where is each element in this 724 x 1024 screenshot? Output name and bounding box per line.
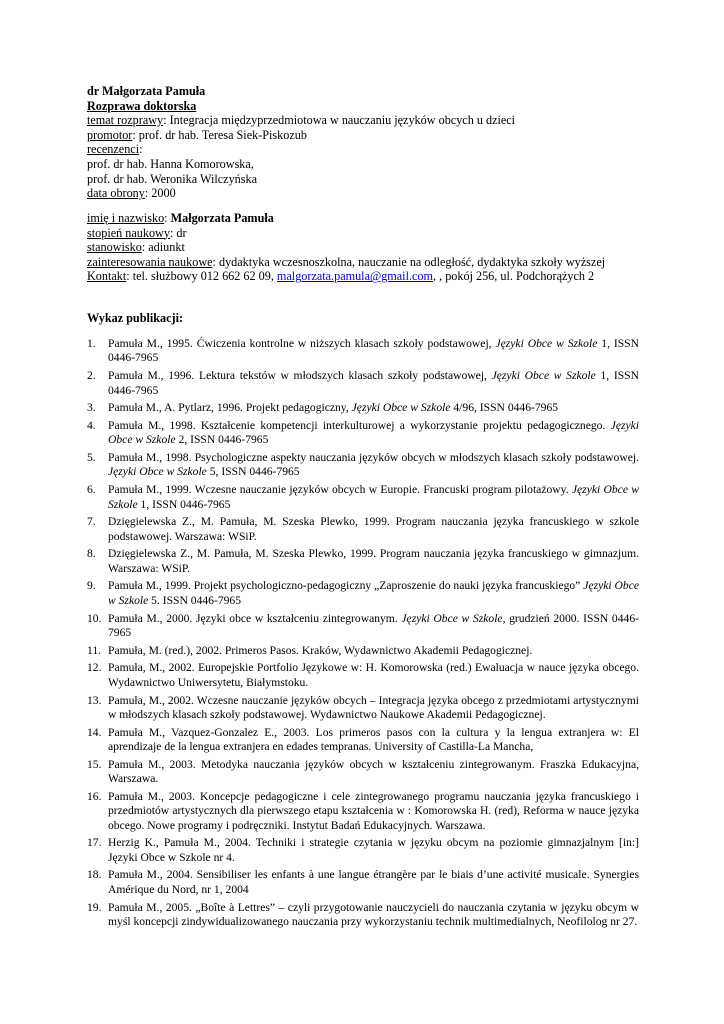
publication-item <box>87 758 639 787</box>
publication-journal: Języki Obce w Szkole <box>495 337 598 350</box>
publication-number: 14. <box>87 725 102 739</box>
promotor <box>87 128 515 143</box>
publication-journal: Języki Obce w Szkole <box>108 418 639 447</box>
publication-item <box>87 515 639 544</box>
publication-text: Pamuła M., A. Pytlarz, 1996. Projekt pedagogiczny, <box>108 401 352 415</box>
position-label: stanowisko <box>87 240 142 255</box>
publication-item <box>87 612 639 641</box>
publication-item <box>87 836 639 865</box>
publication-number: 15. <box>87 757 102 771</box>
publication-suffix: 2, ISSN 0446-7965 <box>175 433 269 447</box>
publication-text: Pamuła M., 1995. Ćwiczenia kontrolne w niższych klasach szkoły podstawowej, <box>108 337 496 350</box>
profile-name <box>87 211 647 226</box>
publication-number: 8. <box>87 547 96 561</box>
publication-item <box>87 451 639 480</box>
publication-item <box>87 419 639 448</box>
promotor-value: : prof. dr hab. Teresa Siek-Piskozub <box>132 127 307 142</box>
publication-journal: Języki Obce w Szkole <box>108 483 639 511</box>
name-value: Małgorzata Pamuła <box>170 211 274 225</box>
publication-journal: Języki Obce w Szkole <box>491 369 596 383</box>
publication-text: Dzięgielewska Z., M. Pamuła, M. Szeska Plewko, 1999. Program nauczania języka francuskiego w gimnazjum. Warszawa: WSiP. <box>108 547 639 575</box>
publication-number: 2. <box>87 369 96 383</box>
publication-journal: Języki Obce w Szkole <box>401 611 503 625</box>
interests-label: zainteresowania naukowe <box>87 254 213 269</box>
profile-interests <box>87 255 647 270</box>
publication-number: 19. <box>87 900 102 914</box>
reviewers-heading <box>87 142 515 157</box>
author-name: dr Małgorzata Pamuła <box>87 84 206 98</box>
publication-item <box>87 369 639 398</box>
thesis-header <box>87 84 515 201</box>
publication-number: 17. <box>87 836 102 850</box>
degree-label: stopień naukowy <box>87 225 170 240</box>
publication-text: Pamuła M., 1999. Wczesne nauczanie języków obcych w Europie. Francuski program pilotażowy. <box>108 483 572 497</box>
publication-number: 18. <box>87 868 102 882</box>
publication-number: 10. <box>87 611 102 625</box>
name-label: imię i nazwisko <box>87 211 165 225</box>
publication-number: 4. <box>87 418 96 432</box>
profile-position <box>87 240 647 255</box>
promotor-label: promotor <box>87 127 133 142</box>
publication-number: 13. <box>87 693 102 707</box>
publication-journal: Języki Obce w Szkole <box>108 579 639 607</box>
topic-value: : Integracja międzyprzedmiotowa w nauczaniu języków obcych u dzieci <box>163 113 516 128</box>
thesis-label: Rozprawa doktorska <box>87 98 197 113</box>
publication-text: Pamuła, M. (red.), 2002. Primeros Pasos. Kraków, Wydawnictwo Akademii Pedagogicznej. <box>108 643 533 657</box>
publication-number: 1. <box>87 337 96 350</box>
publication-number: 6. <box>87 483 96 497</box>
publication-number: 7. <box>87 515 96 529</box>
degree-value: : dr <box>169 225 187 240</box>
publication-text: Pamuła M., 2003. Metodyka nauczania języków obcych w kształceniu zintegrowanym. Fraszka Edukacyjna, Warszawa. <box>108 757 639 786</box>
publication-item <box>87 579 639 608</box>
publication-number: 5. <box>87 451 96 465</box>
publication-number: 3. <box>87 401 96 415</box>
publication-item <box>87 790 639 833</box>
contact-label: Kontakt <box>87 269 127 284</box>
publication-number: 11. <box>87 643 102 657</box>
publication-suffix: 5, ISSN 0446-7965 <box>206 465 300 479</box>
defense-label: data obrony <box>87 186 145 201</box>
publication-text: Pamuła M., 2005. „Boîte à Lettres” – czyli przygotowanie nauczycieli do nauczania czytania w języku obcym w myśl koncepcji zindywidualizowanego nauczania przy wykorzystaniu technik multimedialnych, Neofilolog nr 27. <box>108 900 639 928</box>
publication-text: Pamuła M., 2003. Koncepcje pedagogiczne i cele zintegrowanego programu nauczania języka francuskiego i przedmiotów artystycznych dla pierwszego etapu kształcenia w : Komorowska H. (red), Reforma w nauce języka obcego. Nowe programy i podręczniki. Instytut Badań Edukacyjnych. Warszawa. <box>108 789 639 832</box>
profile-degree <box>87 226 647 241</box>
publication-suffix: 1, ISSN 0446-7965 <box>137 497 231 511</box>
publications-heading: Wykaz publikacji: <box>87 311 184 325</box>
profile-contact <box>87 269 647 284</box>
publication-item <box>87 644 639 658</box>
publication-suffix: 1, ISSN 0446-7965 <box>108 337 640 365</box>
publication-suffix: 1, ISSN 0446-7965 <box>108 369 640 397</box>
publication-item <box>87 901 639 930</box>
publication-suffix: 4/96, ISSN 0446-7965 <box>450 401 559 415</box>
publication-item <box>87 661 639 690</box>
publication-item <box>87 726 639 755</box>
publication-item <box>87 401 639 415</box>
reviewer-1: prof. dr hab. Hanna Komorowska, <box>87 156 254 171</box>
publication-journal: Języki Obce w Szkole <box>351 401 451 415</box>
publication-text: Pamuła M., Vazquez-Gonzalez E., 2003. Los primeros pasos con la cultura y la lengua extranjera w: El aprendizaje de la lengua extranjera en edades tempranas. University of Castilla-La Mancha, <box>108 725 639 754</box>
reviewers-label: recenzenci <box>87 142 140 157</box>
email-link[interactable]: malgorzata.pamula@gmail.com <box>276 269 433 284</box>
publication-text: Pamuła M., 1999. Projekt psychologiczno-pedagogiczny „Zaproszenie do nauki języka francuskiego” <box>108 579 584 593</box>
publication-number: 12. <box>87 661 102 675</box>
publication-text: Pamuła M., 1998. Psychologiczne aspekty nauczania języków obcych w młodszych klasach szkoły podstawowej. <box>108 451 639 465</box>
publication-text: Pamuła M., 1998. Kształcenie kompetencji interkulturowej a wykorzystanie projektu pedagogicznego. <box>108 418 611 432</box>
publications-list <box>87 337 639 933</box>
defense-date <box>87 186 515 201</box>
publication-text: Pamuła, M., 2002. Wczesne nauczanie języków obcych – Integracja języka obcego z przedmiotami artystycznymi w młodszych klasach szkoły podstawowej. Wydawnictwo Naukowe Akademii Pedagogicznej. <box>108 693 639 721</box>
publication-text: Herzig K., Pamuła M., 2004. Techniki i strategie czytania w języku obcym na poziomie gimnazjalnym [in:] Języki Obce w Szkole nr 4. <box>108 836 639 864</box>
contact-suffix: , , pokój 256, ul. Podchorążych 2 <box>433 269 595 284</box>
interests-value: : dydaktyka wczesnoszkolna, nauczanie na odległość, dydaktyka szkoły wyższej <box>212 254 606 269</box>
publication-item <box>87 483 639 512</box>
publication-item <box>87 694 639 723</box>
name-sep: : <box>164 211 171 225</box>
publication-item <box>87 868 639 897</box>
publication-text: Pamuła, M., 2002. Europejskie Portfolio Językowe w: H. Komorowska (red.) Ewaluacja w nauce języka obcego. Wydawnictwo Uniwersytetu, Białymstoku. <box>108 661 639 689</box>
topic-label: temat rozprawy <box>87 113 164 128</box>
publication-text: Dzięgielewska Z., M. Pamuła, M. Szeska Plewko, 1999. Program nauczania języka francuskiego w szkole podstawowej. Warszawa: WSiP. <box>108 515 639 543</box>
thesis-topic <box>87 113 515 128</box>
publication-item <box>87 547 639 576</box>
reviewer-2: prof. dr hab. Weronika Wilczyńska <box>87 171 258 186</box>
publication-text: Pamuła M., 1996. Lektura tekstów w młodszych klasach szkoły podstawowej, <box>108 369 492 383</box>
publication-suffix: 5. ISSN 0446-7965 <box>148 593 242 607</box>
contact-prefix: : tel. służbowy 012 662 62 09, <box>126 269 277 284</box>
publication-text: Pamuła M., 2000. Języki obce w kształceniu zintegrowanym. <box>108 611 402 625</box>
reviewers-colon: : <box>139 142 143 157</box>
publication-text: Pamuła M., 2004. Sensibiliser les enfants à une langue étrangère par le biais d’une activité musicale. Synergies Amérique du Nord, nr 1, 2004 <box>108 868 639 896</box>
publication-journal: Języki Obce w Szkole <box>108 465 207 479</box>
publication-suffix: , grudzień 2000. ISSN 0446-7965 <box>108 611 639 639</box>
publication-number: 9. <box>87 579 96 593</box>
publication-item <box>87 337 639 366</box>
profile-section <box>87 211 647 284</box>
publication-number: 16. <box>87 789 102 803</box>
defense-value: : 2000 <box>144 186 176 201</box>
position-value: : adiunkt <box>141 240 185 255</box>
